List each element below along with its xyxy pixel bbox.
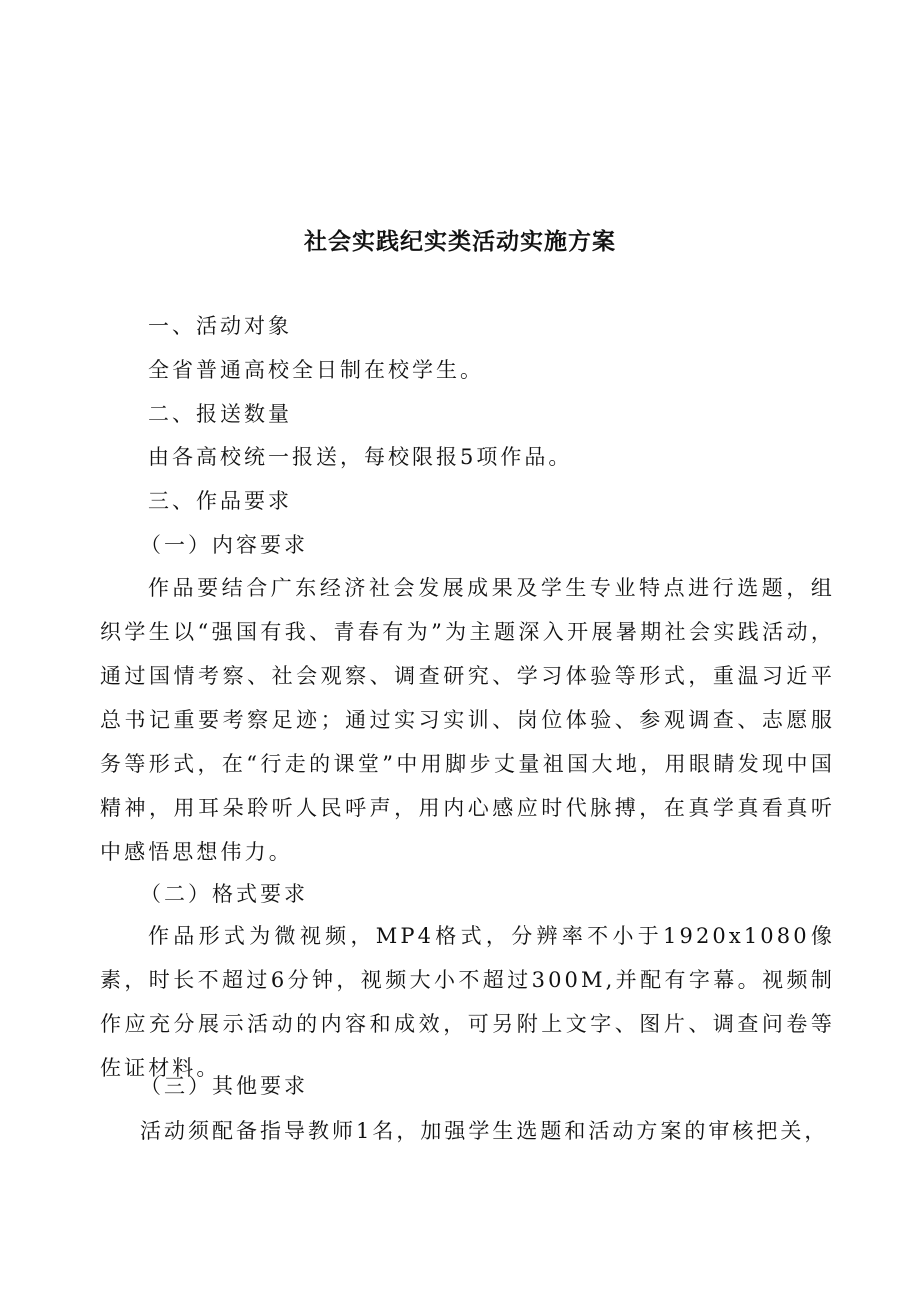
subsection-heading-format: （二）格式要求 <box>140 882 308 906</box>
document-title: 社会实践纪实类活动实施方案 <box>304 229 616 255</box>
section-heading-submission-count: 二、报送数量 <box>148 402 292 426</box>
paragraph-content-requirements: 作品要结合广东经济社会发展成果及学生专业特点进行选题，组织学生以“强国有我、青春有为”为主题深入开展暑期社会实践活动，通过国情考察、社会观察、调查研究、学习体验等形式，重温习近平总书记重要考察足迹；通过实习实训、岗位体验、参观调查、志愿服务等形式，在“行走的课堂”中用脚步丈量祖国大地，用眼睛发现中国精神，用耳朵聆听人民呼声，用内心感应时代脉搏，在真学真看真听中感悟思想伟力。 <box>100 576 835 864</box>
section-heading-work-requirements: 三、作品要求 <box>148 489 292 513</box>
section-heading-activity-target: 一、活动对象 <box>148 314 292 338</box>
paragraph-other-requirements: 活动须配备指导教师1名，加强学生选题和活动方案的审核把关， <box>140 1119 829 1143</box>
paragraph-submission-count: 由各高校统一报送，每校限报5项作品。 <box>148 445 573 469</box>
paragraph-activity-target: 全省普通高校全日制在校学生。 <box>148 358 484 382</box>
subsection-heading-other: （三）其他要求 <box>140 1074 308 1098</box>
subsection-heading-content: （一）内容要求 <box>140 533 308 557</box>
paragraph-format-requirements: 作品形式为微视频，MP4格式，分辨率不小于1920x1080像素，时长不超过6分钟，视频大小不超过300M,并配有字幕。视频制作应充分展示活动的内容和成效，可另附上文字、图片、调查问卷等佐证材料。 <box>100 924 835 1080</box>
